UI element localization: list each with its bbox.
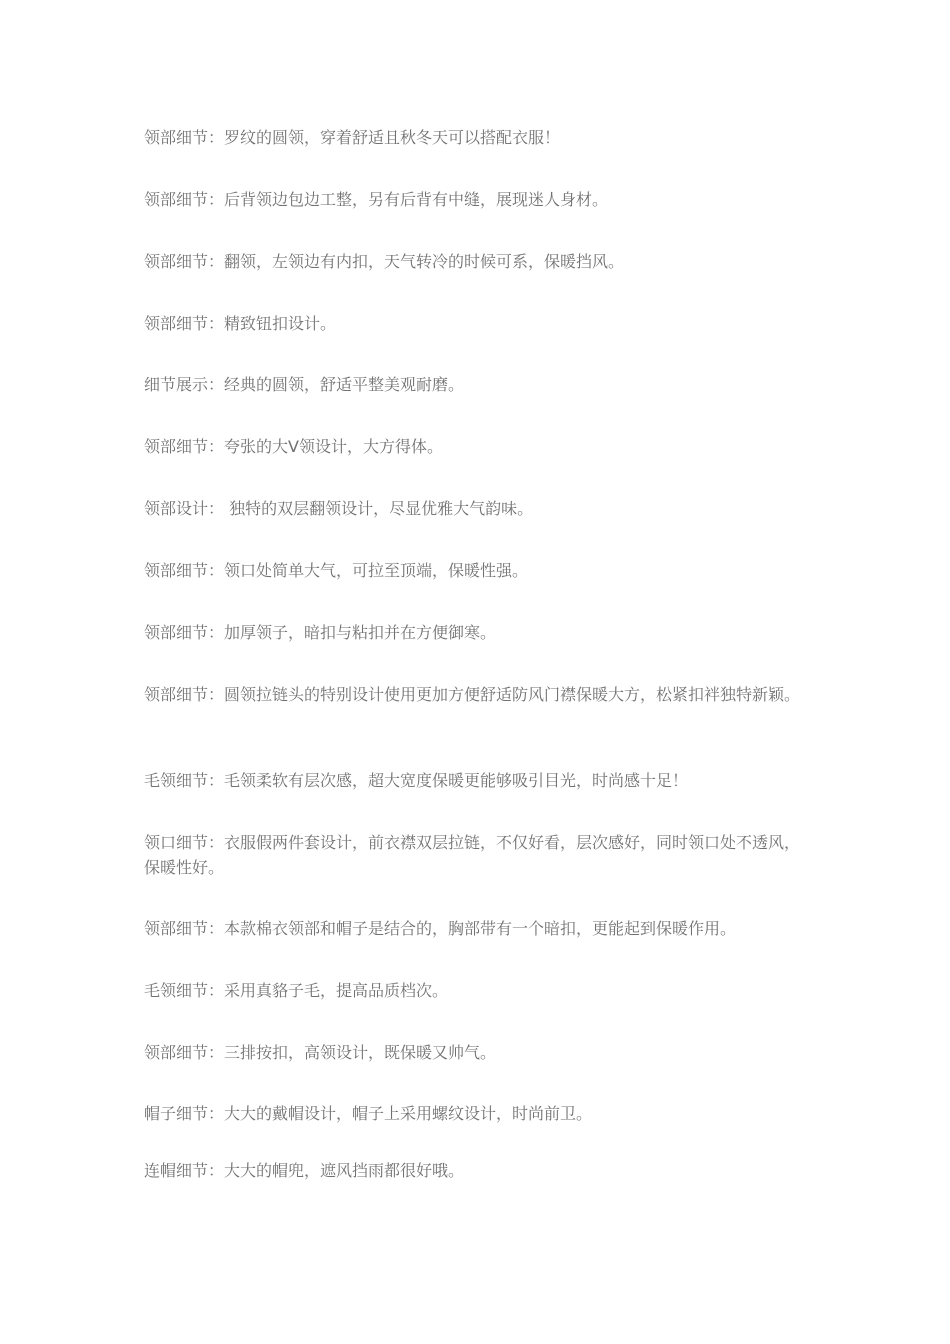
text-line-16: 帽子细节：大大的戴帽设计，帽子上采用螺纹设计，时尚前卫。 — [144, 1104, 593, 1123]
text-line-17: 连帽细节：大大的帽兜，遮风挡雨都很好哦。 — [144, 1161, 465, 1180]
text-line-11: 毛领细节：毛领柔软有层次感，超大宽度保暖更能够吸引目光，时尚感十足！ — [144, 771, 689, 790]
text-line-2: 领部细节：后背领边包边工整，另有后背有中缝，展现迷人身材。 — [144, 190, 609, 209]
text-line-15: 领部细节：三排按扣，高领设计，既保暖又帅气。 — [144, 1043, 497, 1062]
text-line-6: 领部细节：夸张的大Ⅴ领设计，大方得体。 — [144, 437, 443, 456]
text-line-10: 领部细节：圆领拉链头的特别设计使用更加方便舒适防风门襟保暖大方，松紧扣袢独特新颖。 — [144, 685, 801, 704]
text-line-9: 领部细节：加厚领子，暗扣与粘扣并在方便御寒。 — [144, 623, 497, 642]
text-line-1: 领部细节：罗纹的圆领，穿着舒适且秋冬天可以搭配衣服！ — [144, 128, 561, 147]
text-line-7: 领部设计： 独特的双层翻领设计，尽显优雅大气韵味。 — [144, 499, 534, 518]
text-line-13: 领部细节：本款棉衣领部和帽子是结合的，胸部带有一个暗扣，更能起到保暖作用。 — [144, 919, 737, 938]
text-line-12: 领口细节：衣服假两件套设计，前衣襟双层拉链，不仅好看，层次感好，同时领口处不透风，保暖性好。 — [144, 833, 801, 877]
text-line-3: 领部细节：翻领，左领边有内扣，天气转冷的时候可系，保暖挡风。 — [144, 252, 625, 271]
text-line-5: 细节展示：经典的圆领，舒适平整美观耐磨。 — [144, 375, 465, 394]
text-line-8: 领部细节：领口处简单大气，可拉至顶端，保暖性强。 — [144, 561, 529, 580]
text-line-14: 毛领细节：采用真貉子毛，提高品质档次。 — [144, 981, 449, 1000]
text-line-4: 领部细节：精致钮扣设计。 — [144, 314, 337, 333]
